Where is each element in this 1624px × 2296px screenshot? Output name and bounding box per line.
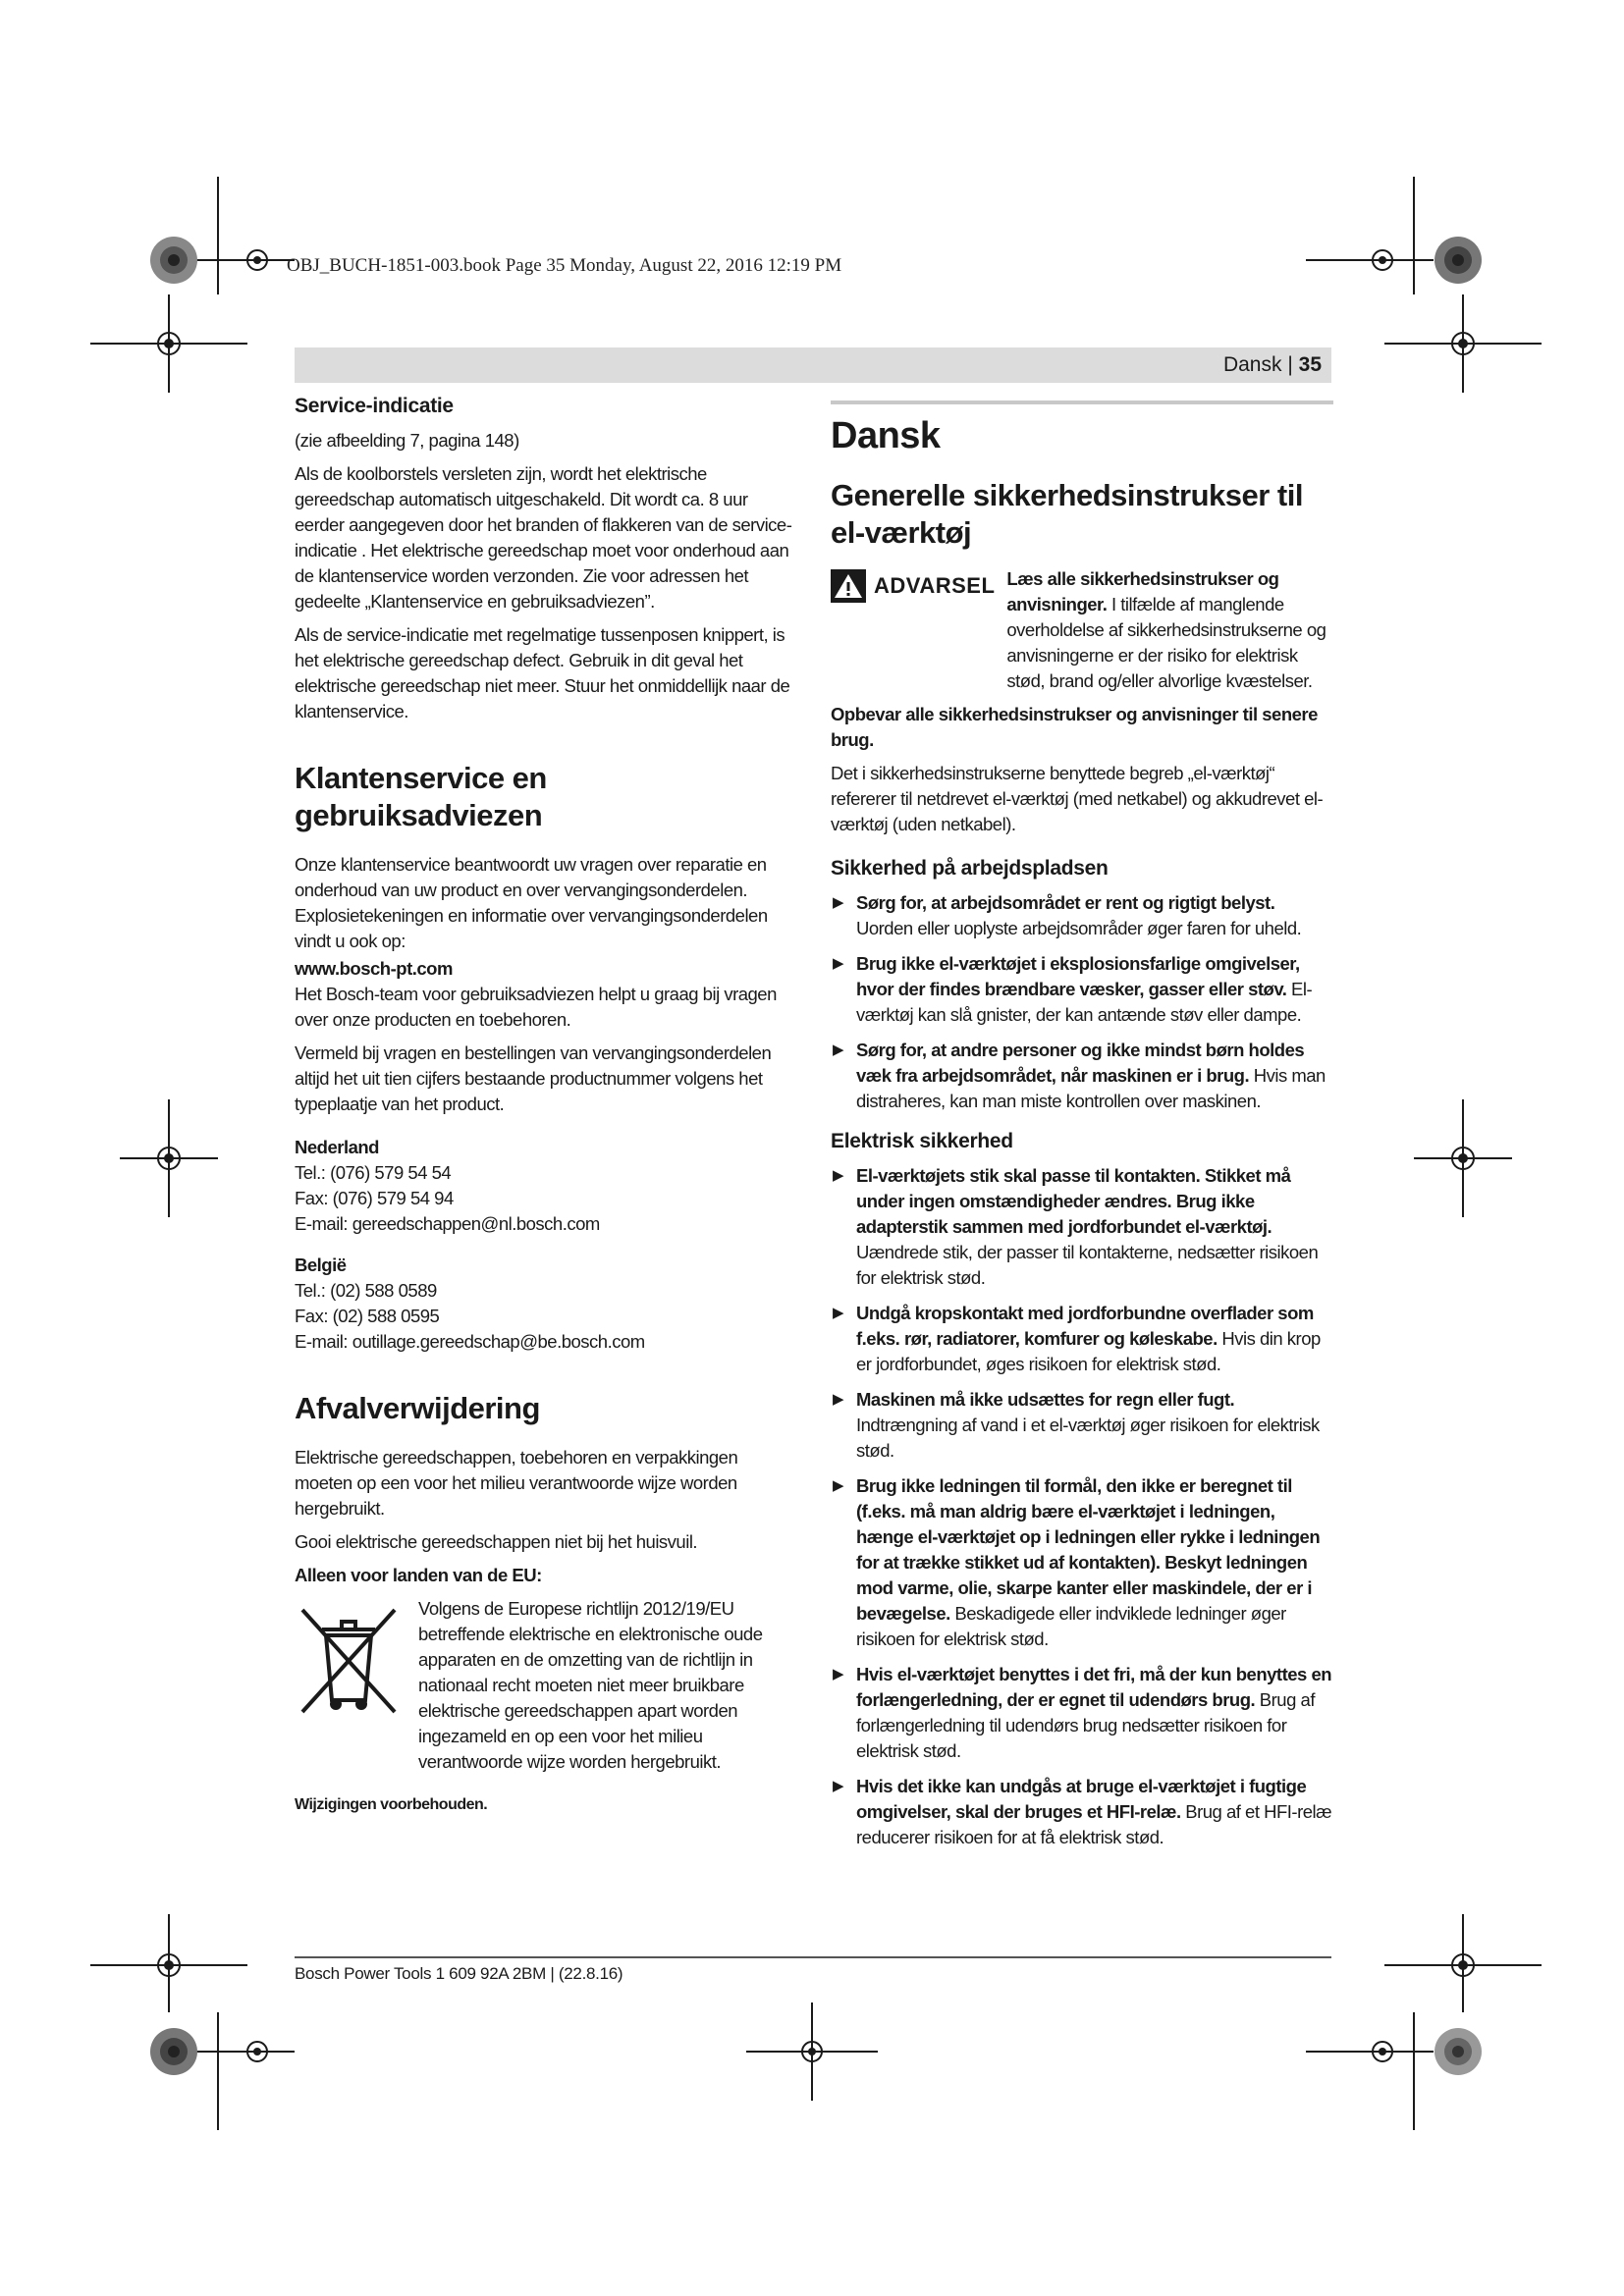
service-ref: (zie afbeelding 7, pagina 148) xyxy=(295,430,519,451)
list-item: ▶ Hvis det ikke kan undgås at bruge el-værktøjet i fugtige omgivelser, skal der bruges et HFI-relæ. Brug af et HFI-relæ reducerer risikoen for at få elektrisk stød. xyxy=(833,1776,1332,1847)
warning-label: ADVARSEL xyxy=(874,573,996,598)
bullet-triangle-icon: ▶ xyxy=(833,1666,844,1682)
klantenservice-title: Klantenservice en gebruiksadviezen xyxy=(295,761,547,832)
list-item: ▶ Sørg for, at andre personer og ikke mindst børn holdes væk fra arbejdsområdet, når maskinen er i brug. Hvis man distraheres, kan man miste kontrollen over maskinen. xyxy=(833,1040,1326,1111)
list-item: ▶ El-værktøjets stik skal passe til kontakten. Stikket må under ingen omstændigheder ændres. Brug ikke adapterstik sammen med jordforbundet el-værktøj. Uændrede stik, der passer til kontakterne, nedsætter risikoen for elektrisk stød. xyxy=(833,1165,1319,1288)
page-number: 35 xyxy=(1298,353,1322,376)
klantenservice-paragraph-1: Onze klantenservice beantwoordt uw vragen over reparatie en onderhoud van uw product en over vervangingsonderdelen. Explosietekeningen en informatie over vervangingsonderdelen vindt u ook op: xyxy=(295,854,768,951)
bullet-triangle-icon: ▶ xyxy=(833,1778,844,1794)
list-item: ▶ Brug ikke ledningen til formål, den ikke er beregnet til (f.eks. må man aldrig bære el-værktøjet i ledningen, hænge el-værktøjet op i ledningen eller rykke i ledningen for at trække stikket ud af kontakten). Beskyt ledningen mod varme, olie, skarpe kanter eller maskindele, der er i bevægelse. Beskadigede eller indviklede ledninger øger risikoen for elektrisk stød. xyxy=(833,1475,1321,1649)
footer-text: Bosch Power Tools 1 609 92A 2BM | (22.8.16) xyxy=(295,1964,623,1983)
changes-note: Wijzigingen voorbehouden. xyxy=(295,1796,488,1813)
header-separator: | xyxy=(1287,353,1293,376)
nederland-title: Nederland xyxy=(295,1137,379,1157)
service-title: Service-indicatie xyxy=(295,395,454,417)
bullet-triangle-icon: ▶ xyxy=(833,1477,844,1494)
nederland-tel: Tel.: (076) 579 54 54 xyxy=(295,1162,452,1183)
service-paragraph-1: Als de koolborstels versleten zijn, wordt het elektrische gereedschap automatisch uitgeschakeld. Dit wordt ca. 8 uur eerder aangegeven door het branden of flakkeren van de service-indicatie . Het elektrische gereedschap moet voor onderhoud aan de klantenservice worden verzonden. Zie voor adressen het gedeelte „Klantenservice en gebruiksadviezen”. xyxy=(295,463,792,612)
keep-instructions: Opbevar alle sikkerhedsinstrukser og anvisninger til senere brug. xyxy=(831,704,1318,750)
print-info-line: OBJ_BUCH-1851-003.book Page 35 Monday, August 22, 2016 12:19 PM xyxy=(287,255,842,276)
service-paragraph-2: Als de service-indicatie met regelmatige tussenposen knippert, is het elektrische gereedschap defect. Gebruik in dit geval het elektrische gereedschap niet meer. Stuur het onmiddellijk naar de klantenservice. xyxy=(295,624,790,721)
bosch-url: www.bosch-pt.com xyxy=(295,958,453,979)
bullet-triangle-icon: ▶ xyxy=(833,1305,844,1321)
list-item: ▶ Hvis el-værktøjet benyttes i det fri, må der kun benyttes en forlængerledning, der er egnet til udendørs brug. Brug af forlængerledning til udendørs brug nedsætter risikoen for elektrisk stød. xyxy=(833,1664,1332,1761)
afval-paragraph-2: Gooi elektrische gereedschappen niet bij het huisvuil. xyxy=(295,1531,698,1552)
belgie-email: E-mail: outillage.gereedschap@be.bosch.com xyxy=(295,1331,645,1352)
belgie-title: België xyxy=(295,1255,347,1275)
bullet-triangle-icon: ▶ xyxy=(833,894,844,911)
nederland-fax: Fax: (076) 579 54 94 xyxy=(295,1188,454,1208)
eu-title: Alleen voor landen van de EU: xyxy=(295,1565,542,1585)
work-safety-title: Sikkerhed på arbejdspladsen xyxy=(831,857,1109,880)
list-item: ▶ Maskinen må ikke udsættes for regn eller fugt. Indtrængning af vand i et el-værktøj øger risikoen for elektrisk stød. xyxy=(833,1389,1320,1461)
afval-title: Afvalverwijdering xyxy=(295,1391,540,1425)
klantenservice-paragraph-2: Het Bosch-team voor gebruiksadviezen helpt u graag bij vragen over onze producten en toebehoren. xyxy=(295,984,777,1030)
bullet-triangle-icon: ▶ xyxy=(833,1167,844,1184)
list-item: ▶ Brug ikke el-værktøjet i eksplosionsfarlige omgivelser, hvor der findes brændbare væsker, gasser eller støv. El-værktøj kan slå gnister, der kan antænde støv eller dampe. xyxy=(833,953,1313,1025)
warning-bold-text: Læs alle sikkerhedsinstrukser og anvisninger. xyxy=(1006,568,1279,614)
bullet-triangle-icon: ▶ xyxy=(833,1041,844,1058)
electrical-safety-title: Elektrisk sikkerhed xyxy=(831,1130,1013,1152)
eu-directive-text: Volgens de Europese richtlijn 2012/19/EU betreffende elektrische en elektronische oude apparaten en de omzetting van de richtlijn in nationaal recht moeten niet meer bruikbare elektrische gereedschappen apart worden ingezameld en op een voor het milieu verantwoorde wijze worden hergebruikt. xyxy=(418,1598,763,1772)
warning-text: I tilfælde af manglende overholdelse af sikkerhedsinstrukserne og anvisningerne er der risiko for elektrisk stød, brand og/eller alvorlige kvæstelser. xyxy=(1006,594,1326,691)
bullet-triangle-icon: ▶ xyxy=(833,1391,844,1408)
list-item: ▶ Undgå kropskontakt med jordforbundne overflader som f.eks. rør, radiatorer, komfurer og køleskabe. Hvis din krop er jordforbundet, øges risikoen for elektrisk stød. xyxy=(833,1303,1321,1374)
klantenservice-paragraph-3: Vermeld bij vragen en bestellingen van vervangingsonderdelen altijd het uit tien cijfers bestaande productnummer volgens het typeplaatje van het product. xyxy=(295,1042,772,1114)
belgie-tel: Tel.: (02) 588 0589 xyxy=(295,1280,437,1301)
belgie-fax: Fax: (02) 588 0595 xyxy=(295,1306,440,1326)
definition-paragraph: Det i sikkerhedsinstrukserne benyttede begreb „el-værktøj“ refererer til netdrevet el-værktøj (med netkabel) og akkudrevet el-værktøj (uden netkabel). xyxy=(831,763,1324,834)
header-language: Dansk xyxy=(1222,353,1282,376)
dansk-title: Dansk xyxy=(831,415,941,456)
nederland-email: E-mail: gereedschappen@nl.bosch.com xyxy=(295,1213,600,1234)
afval-paragraph-1: Elektrische gereedschappen, toebehoren en verpakkingen moeten op een voor het milieu verantwoorde wijze worden hergebruikt. xyxy=(295,1447,738,1519)
bullet-triangle-icon: ▶ xyxy=(833,955,844,972)
list-item: ▶ Sørg for, at arbejdsområdet er rent og rigtigt belyst. Uorden eller uoplyste arbejdsområder øger faren for uheld. xyxy=(833,892,1302,938)
general-safety-title: Generelle sikkerhedsinstrukser til el-værktøj xyxy=(831,478,1303,550)
